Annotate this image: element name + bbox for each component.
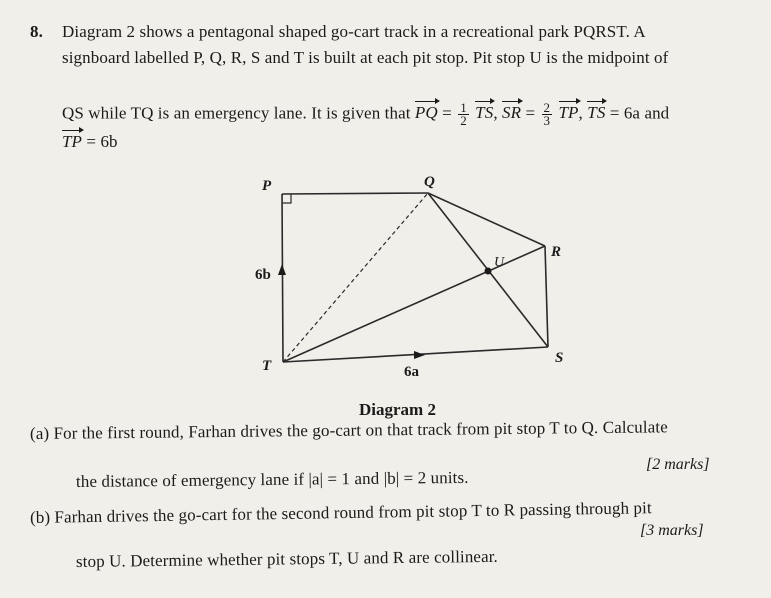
part-a-line-2: the distance of emergency lane if |a| = 1 and |b| = 2 units.: [75, 467, 469, 491]
value-6b: = 6b: [86, 132, 118, 151]
part-b-text-1: Farhan drives the go-cart for the second round from pit stop T to R passing through pit: [54, 498, 652, 527]
label-r: R: [551, 244, 562, 260]
stem-line-1: Diagram 2 shows a pentagonal shaped go-cart track in a recreational park PQRST. A: [62, 22, 646, 41]
vector-sr: SR: [502, 103, 522, 123]
edge-qr: [428, 193, 545, 246]
edge-rs: [545, 246, 548, 347]
value-6a: = 6a: [609, 103, 641, 123]
comma: ,: [493, 103, 498, 123]
diagram-caption: Diagram 2: [359, 400, 436, 419]
label-p: P: [262, 178, 272, 194]
stem-line-2: signboard labelled P, Q, R, S and T is built at each pit stop. Pit stop U is the midpoint of: [62, 48, 669, 67]
label-u: U: [494, 255, 505, 270]
right-angle-marker: [282, 194, 291, 203]
arrow-6b: [278, 264, 286, 275]
part-b-label: (b): [29, 507, 51, 527]
arrow-6a: [414, 351, 425, 359]
vector-ts-2: TS: [587, 103, 606, 123]
part-b-line-2: stop U. Determine whether pit stops T, U and R are collinear.: [75, 546, 498, 571]
vector-ts: TS: [475, 103, 494, 123]
label-t: T: [262, 358, 272, 374]
label-q: Q: [424, 174, 435, 190]
point-u: [485, 268, 492, 275]
and-word: and: [644, 103, 670, 123]
emergency-lane-tq: [283, 193, 428, 362]
fraction-denominator: 2: [460, 113, 467, 128]
edge-tp: [282, 194, 283, 362]
equals-sign: =: [442, 103, 452, 123]
fraction-denominator-2: 3: [543, 113, 551, 128]
vector-pq: PQ: [414, 103, 438, 123]
label-6a: 6a: [404, 364, 419, 380]
equals-sign-2: =: [525, 103, 536, 123]
fraction-numerator: 1: [460, 100, 467, 115]
vector-tp: TP: [558, 103, 579, 123]
fraction-numerator-2: 2: [543, 100, 551, 115]
label-s: S: [555, 350, 564, 366]
line-tr: [283, 246, 545, 362]
part-a-marks: [2 marks]: [646, 456, 710, 473]
vector-tp-2: TP: [62, 132, 83, 151]
question-number: 8.: [30, 22, 43, 41]
part-a-label: (a): [29, 423, 50, 443]
part-a-text-1: For the first round, Farhan drives the go-cart on that track from pit stop T to Q. Calculate: [53, 417, 668, 443]
label-6b: 6b: [255, 267, 271, 283]
comma-2: ,: [578, 103, 583, 123]
edge-pq: [282, 193, 428, 194]
stem-line-3-text: QS while TQ is an emergency lane. It is given that: [62, 103, 411, 123]
part-b-marks: [3 marks]: [640, 522, 704, 539]
